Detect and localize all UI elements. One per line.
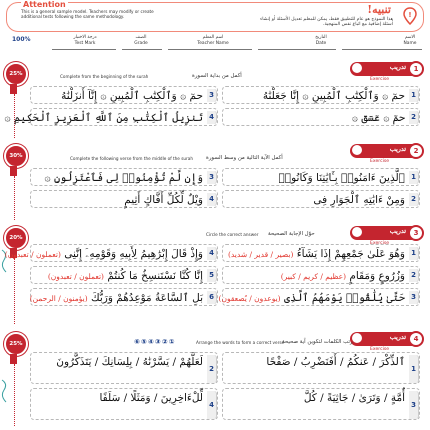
- grade-label-en: Grade: [134, 41, 148, 46]
- answer-row[interactable]: 3 وَإِن لَّمْ تُؤْمِنُوا۟ لِى فَٱعْتَزِلُونِ ۞: [30, 168, 218, 186]
- instruction-ar: أكمل الآية التالية من وسط السورة: [206, 155, 283, 161]
- dotted-guide-line: [14, 258, 15, 324]
- teacher-name-label-en: Teacher Name: [197, 41, 229, 46]
- speech-bubble-icon: [352, 333, 362, 343]
- answer-row[interactable]: 1 ٱلَّذِينَ ءَامَنُوا۟ بِـَٔايَٰتِنَا وَكَانُوا۟: [222, 168, 420, 186]
- teacher-name-label-ar: اسم المعلم: [202, 35, 224, 40]
- answer-row[interactable]: 4 تَنزِيلُ ٱلْكِتَٰبِ مِنَ ٱللَّهِ ٱلْعَزِيزِ ٱلْحَكِيمِ ۞: [30, 108, 218, 126]
- total-percent: 100%: [12, 36, 31, 43]
- answer-row[interactable]: 2 لَعَلَّهُمْ / يَسَّرْنَٰهُ / بِلِسَانِكَ / يَتَذَكَّرُونَ: [30, 352, 218, 384]
- attention-text-ar: هذا النموذج هو عام للتطبيق فقط، يمكن للمعلم تعديل الأسئلة أو إنشاء أسئلة إضافية مع اتباع نفس المنهجية.: [260, 17, 393, 28]
- exercise-number: 1: [408, 61, 424, 77]
- exercise-tag: تدريب 1 Exercise: [350, 62, 424, 76]
- answer-row[interactable]: 1 ٱلذِّكْرَ / عَنكُمُ / أَفَنَضْرِبُ / صَفْحًا: [222, 352, 420, 384]
- exercise-section-4: [0, 330, 430, 430]
- score-badge: 25%: [4, 332, 28, 356]
- exercise-tag: تدريب 4 Exercise: [350, 332, 424, 346]
- answer-row[interactable]: 6 بَلِ ٱلسَّاعَةُ مَوْعِدُهُمْ وَرَبُّكَ (يؤمنون / الرحمن): [30, 288, 218, 306]
- date-label-en: Date: [315, 41, 327, 46]
- instruction-en: Circle the correct answer: [206, 232, 259, 237]
- speech-bubble-icon: [352, 145, 362, 155]
- svg-text:!: !: [408, 11, 412, 19]
- answer-row[interactable]: 4 لِّلْءَاخِرِينَ / وَمَثَلًا / سَلَفًا: [30, 388, 218, 420]
- location-pin-icon: [403, 7, 417, 25]
- badge-ribbon: [10, 84, 17, 94]
- answer-row[interactable]: 4 وَإِذْ قَالَ إِبْرَٰهِيمُ لِأَبِيهِ وَقَوْمِهِۦٓ إِنَّنِى (تعملون / تعبدون): [30, 244, 218, 262]
- speech-bubble-icon: [352, 63, 362, 73]
- order-numbers: ⑥⑤④③②①: [134, 338, 176, 346]
- attention-title-ar: تنبيه!: [367, 3, 391, 16]
- instruction-en: Complete from the beginning of the surah: [60, 74, 149, 79]
- grade-label-ar: الصف: [135, 35, 147, 40]
- instruction-ar: رتب الكلمات لتكوين آية صحيحة: [282, 339, 353, 345]
- answer-row[interactable]: 3 حمٓ ۞ وَٱلْكِتَٰبِ ٱلْمُبِينِ ۞ إِنَّآ أَنزَلْنَٰهُ: [30, 86, 218, 104]
- date-label-ar: التاريخ: [315, 35, 327, 40]
- exercise-number: 3: [408, 225, 424, 241]
- answer-row[interactable]: 1 حمٓ ۞ وَٱلْكِتَٰبِ ٱلْمُبِينِ ۞ إِنَّا جَعَلْنَٰهُ: [222, 86, 420, 104]
- answer-row[interactable]: 3 حَتَّىٰ يُلَٰقُوا۟ يَوْمَهُمُ ٱلَّذِى (يوعدون / يُصعقون): [222, 288, 420, 306]
- exercise-tag: تدريب 2 Exercise: [350, 144, 424, 158]
- exercise-section-2: [0, 142, 430, 224]
- badge-ribbon: [10, 166, 17, 176]
- score-badge: 25%: [4, 62, 28, 86]
- dotted-guide-line: [14, 176, 15, 220]
- answer-row[interactable]: 3 أُمَّةٍ / وَتَرَىٰ / جَاثِيَةً / كُلَّ: [222, 388, 420, 420]
- speech-bubble-icon: [352, 227, 362, 237]
- answer-row[interactable]: 2 حمٓ ۞ عٓسٓقٓ ۞: [222, 108, 420, 126]
- answer-row[interactable]: 5 إِنَّا كُنَّا نَسْتَنسِخُ مَا كُنتُمْ (تعملون / تعبدون): [30, 266, 218, 284]
- name-label-en: Name: [403, 41, 417, 46]
- exercise-section-3: [0, 224, 430, 328]
- answer-row[interactable]: 2 وَمِنْ ءَايَٰتِهِ ٱلْجَوَارِ فِى: [222, 190, 420, 208]
- student-info-bar: [6, 36, 424, 52]
- score-badge: 20%: [4, 226, 28, 250]
- score-badge: 30%: [4, 144, 28, 168]
- test-mark-label-ar: درجة الاختبار: [73, 35, 97, 40]
- name-label-ar: الاسم: [404, 35, 416, 40]
- badge-ribbon: [10, 354, 17, 364]
- instruction-ar: أكمل من بداية السورة: [192, 73, 242, 79]
- exercise-number: 2: [408, 143, 424, 159]
- answer-row[interactable]: 1 وَهُوَ عَلَىٰ جَمْعِهِمْ إِذَا يَشَآءُ (بصير / قدير / شديد): [222, 244, 420, 262]
- exercise-label-en: Exercise: [370, 347, 390, 352]
- attention-title-en: Attention: [23, 0, 66, 9]
- instruction-en: Complete the following verse from the middle of the surah: [70, 156, 193, 161]
- exercise-label-en: Exercise: [370, 77, 390, 82]
- test-mark-label-en: Test Mark: [74, 41, 96, 46]
- attention-box: [6, 2, 424, 32]
- answer-row[interactable]: 2 وَزُرُوعٍ وَمَقَامٍ (عظيم / كريم / كبير): [222, 266, 420, 284]
- instruction-en: Arrange the words to form a correct verse: [196, 340, 285, 345]
- instruction-ar: حوّل الإجابة الصحيحة: [268, 231, 315, 237]
- exercise-label-en: Exercise: [370, 159, 390, 164]
- exercise-tag: تدريب 3: [350, 226, 424, 240]
- attention-text-en: This is a general sample model. Teachers may modify or create additional tests following the same methodology.: [21, 9, 154, 19]
- exercise-section-1: [0, 60, 430, 142]
- answer-row[interactable]: 4 وَيْلٌ لِّكُلِّ أَفَّاكٍ أَثِيمٍ: [30, 190, 218, 208]
- exercise-number: 4: [408, 331, 424, 347]
- dotted-guide-line: [14, 364, 15, 426]
